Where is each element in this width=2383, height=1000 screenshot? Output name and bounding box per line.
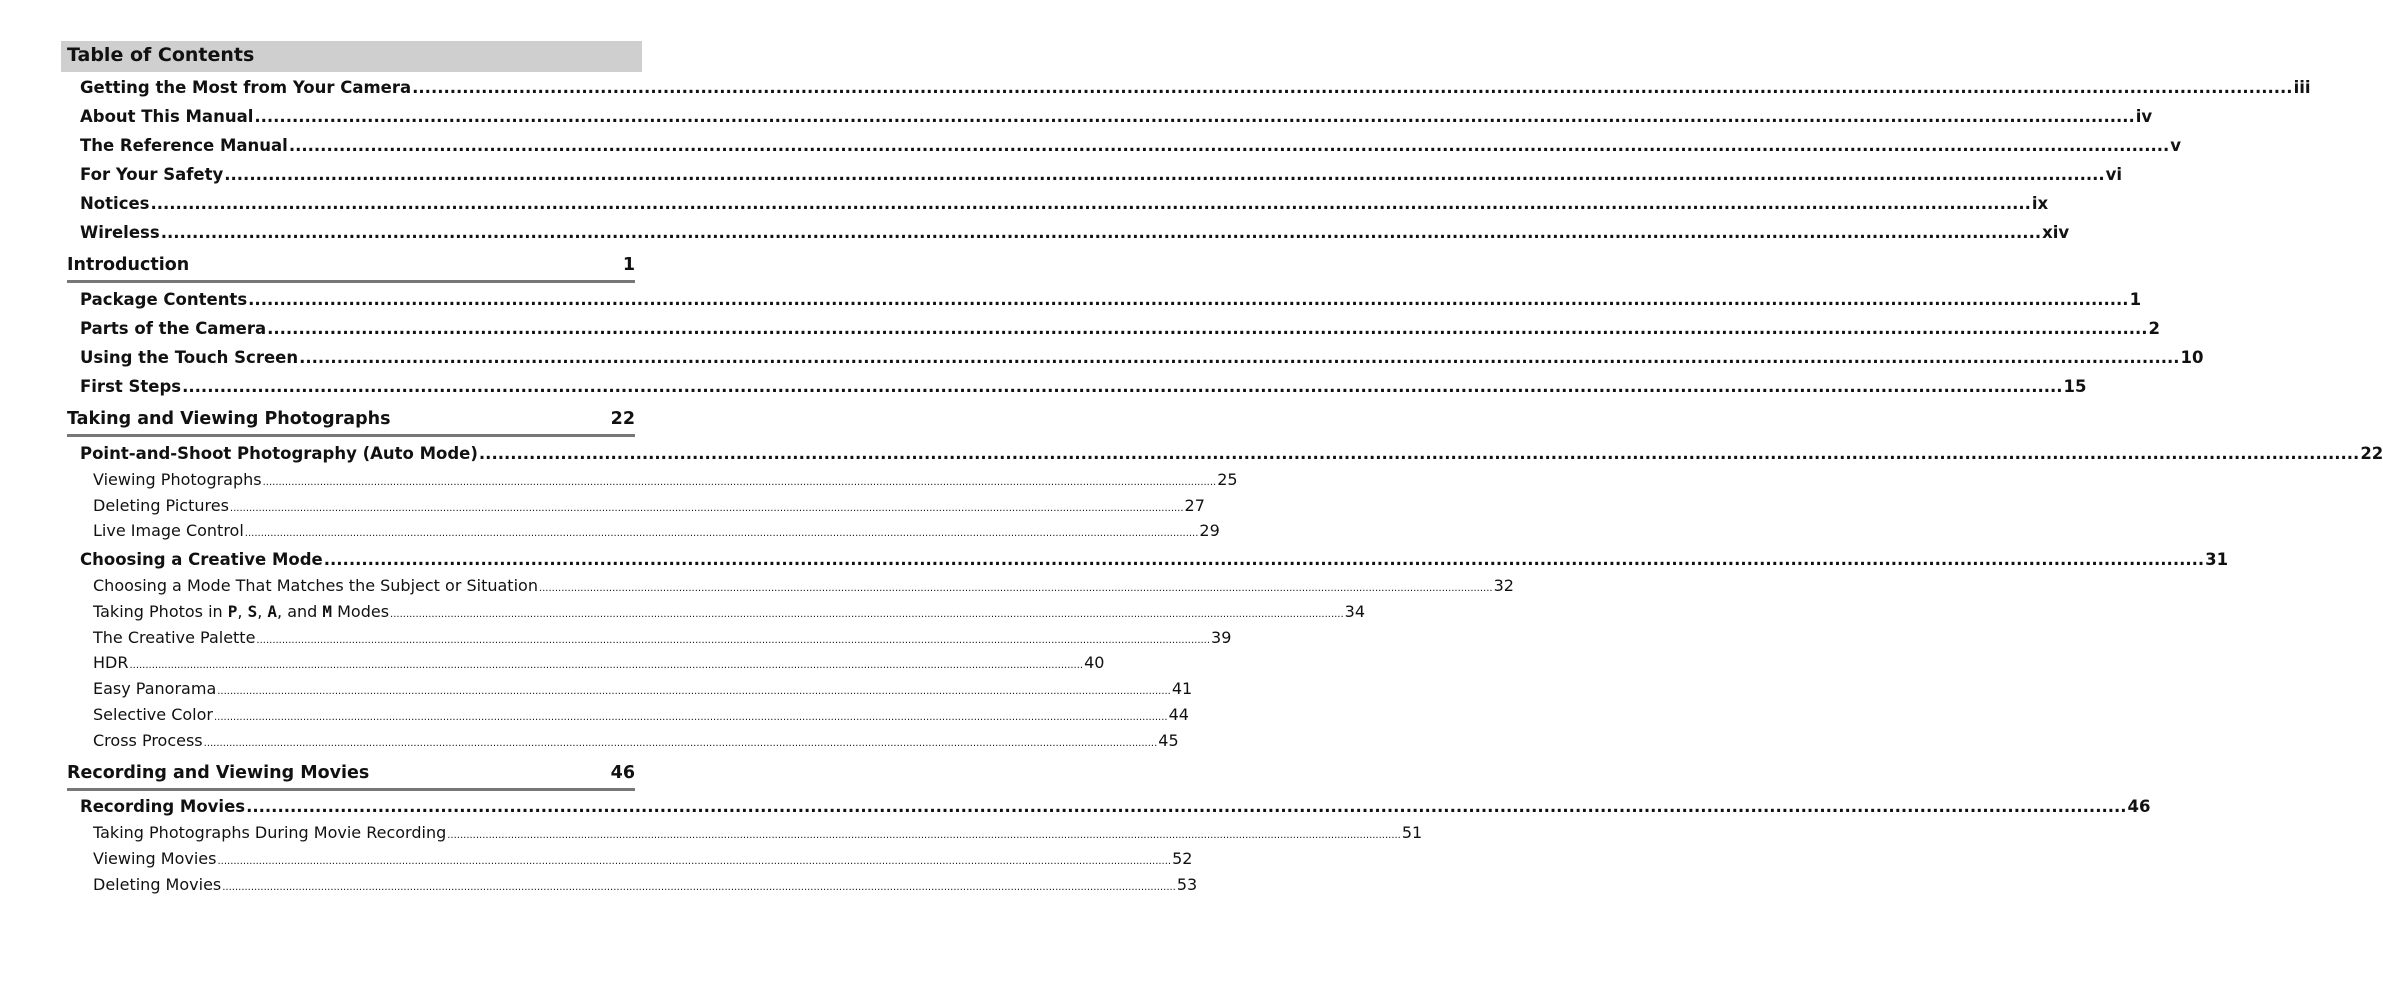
toc-entry-package-contents[interactable] <box>80 290 2142 312</box>
entry-label <box>93 602 389 621</box>
chapter-page: 46 <box>610 763 635 783</box>
dot-leader: ............................................................................................................................................................................................................................................................................................................ <box>323 550 2205 569</box>
label-text: , <box>237 602 248 621</box>
entry-label: Parts of the Camera <box>80 319 267 338</box>
page-title: Table of Contents <box>67 44 255 66</box>
toc-subentry-selective-color[interactable] <box>93 705 1189 727</box>
chapter-rule <box>67 434 635 437</box>
chapter-taking-viewing-photographs[interactable] <box>67 409 635 433</box>
dot-leader: ............................................................................................................................................................................................................................................................................................................ <box>447 830 1401 841</box>
dot-leader: ............................................................................................................................................................................................................................................................................................................ <box>224 165 2105 184</box>
entry-page: iii <box>2293 78 2311 97</box>
entry-label: Viewing Photographs <box>93 470 262 489</box>
entry-page: ix <box>2031 194 2049 213</box>
toc-subentry-viewing-movies[interactable] <box>93 849 1193 871</box>
dot-leader: ............................................................................................................................................................................................................................................................................................................ <box>182 377 2063 396</box>
toc-entry-reference-manual[interactable] <box>80 136 2182 158</box>
toc-subentry-deleting-pictures[interactable] <box>93 496 1205 518</box>
chapter-title: Taking and Viewing Photographs <box>67 409 391 429</box>
entry-label: Deleting Movies <box>93 875 222 894</box>
toc-entry-safety[interactable] <box>80 165 2123 187</box>
dot-leader: ............................................................................................................................................................................................................................................................................................................ <box>262 477 1217 488</box>
label-text: Taking Photos in <box>93 602 228 621</box>
chapter-title: Introduction <box>67 255 190 275</box>
entry-page: 29 <box>1199 521 1220 540</box>
entry-label: Point-and-Shoot Photography (Auto Mode) <box>80 444 478 463</box>
mode-s-glyph: S <box>247 602 258 621</box>
chapter-rule <box>67 788 635 791</box>
entry-label: Viewing Movies <box>93 849 217 868</box>
dot-leader: ............................................................................................................................................................................................................................................................................................................ <box>299 348 2180 367</box>
dot-leader: ............................................................................................................................................................................................................................................................................................................ <box>412 78 2293 97</box>
toc-subentry-easy-panorama[interactable] <box>93 679 1193 701</box>
entry-page: 52 <box>1172 849 1193 868</box>
entry-label: Wireless <box>80 223 160 242</box>
toc-entry-first-steps[interactable] <box>80 377 2087 399</box>
entry-page: 32 <box>1493 576 1514 595</box>
toc-entry-recording-movies[interactable] <box>80 797 2151 819</box>
chapter-page: 1 <box>622 255 635 275</box>
entry-page: 46 <box>2127 797 2151 816</box>
dot-leader: ............................................................................................................................................................................................................................................................................................................ <box>222 882 1176 893</box>
entry-label: Recording Movies <box>80 797 246 816</box>
dot-leader: ............................................................................................................................................................................................................................................................................................................ <box>160 223 2042 242</box>
toc-subentry-psam-modes[interactable] <box>93 602 1366 624</box>
entry-page: 2 <box>2148 319 2161 338</box>
toc-subentry-cross-process[interactable] <box>93 731 1179 753</box>
entry-page: 31 <box>2205 550 2229 569</box>
toc-subentry-live-image-control[interactable] <box>93 521 1220 543</box>
chapter-recording-viewing-movies[interactable] <box>67 763 635 787</box>
entry-page: iv <box>2135 107 2153 126</box>
dot-leader: ............................................................................................................................................................................................................................................................................................................ <box>150 194 2031 213</box>
entry-label: The Creative Palette <box>93 628 256 647</box>
toc-entry-touch-screen[interactable] <box>80 348 2204 370</box>
toc-subentry-hdr[interactable] <box>93 653 1105 675</box>
dot-leader: ............................................................................................................................................................................................................................................................................................................ <box>267 319 2148 338</box>
entry-label: Selective Color <box>93 705 213 724</box>
entry-label: First Steps <box>80 377 182 396</box>
toc-subentry-choosing-mode-subject[interactable] <box>93 576 1514 598</box>
entry-label: Using the Touch Screen <box>80 348 299 367</box>
entry-label: Taking Photographs During Movie Recording <box>93 823 447 842</box>
chapter-rule <box>67 280 635 283</box>
toc-subentry-photos-during-movie[interactable] <box>93 823 1423 845</box>
toc-entry-parts-camera[interactable] <box>80 319 2161 341</box>
toc-entry-wireless[interactable] <box>80 223 2070 245</box>
entry-label: Getting the Most from Your Camera <box>80 78 412 97</box>
toc-entry-notices[interactable] <box>80 194 2049 216</box>
entry-page: 40 <box>1084 653 1105 672</box>
entry-label: The Reference Manual <box>80 136 288 155</box>
dot-leader: ............................................................................................................................................................................................................................................................................................................ <box>246 797 2127 816</box>
toc-entry-getting-most[interactable] <box>80 78 2311 100</box>
label-text: , and <box>277 602 323 621</box>
entry-page: 22 <box>2360 444 2383 463</box>
dot-leader: ............................................................................................................................................................................................................................................................................................................ <box>390 609 1344 620</box>
entry-page: xiv <box>2042 223 2070 242</box>
entry-page: 51 <box>1401 823 1423 842</box>
dot-leader: ............................................................................................................................................................................................................................................................................................................ <box>538 583 1493 594</box>
chapter-introduction[interactable] <box>67 255 635 279</box>
toc-subentry-creative-palette[interactable] <box>93 628 1232 650</box>
dot-leader: ............................................................................................................................................................................................................................................................................................................ <box>244 528 1199 539</box>
entry-page: 41 <box>1171 679 1193 698</box>
entry-page: vi <box>2105 165 2123 184</box>
entry-page: 27 <box>1184 496 1205 515</box>
entry-page: 34 <box>1344 602 1366 621</box>
entry-page: 45 <box>1158 731 1179 750</box>
toc-entry-creative-mode[interactable] <box>80 550 2229 572</box>
toc-entry-about-manual[interactable] <box>80 107 2153 129</box>
chapter-title: Recording and Viewing Movies <box>67 763 370 783</box>
dot-leader: ............................................................................................................................................................................................................................................................................................................ <box>254 107 2135 126</box>
entry-label: Package Contents <box>80 290 248 309</box>
dot-leader: ............................................................................................................................................................................................................................................................................................................ <box>217 686 1171 697</box>
label-text: Modes <box>332 602 390 621</box>
dot-leader: ............................................................................................................................................................................................................................................................................................................ <box>478 444 2360 463</box>
entry-page: 53 <box>1176 875 1198 894</box>
dot-leader: ............................................................................................................................................................................................................................................................................................................ <box>203 738 1158 749</box>
entry-label: Choosing a Mode That Matches the Subject or Situation <box>93 576 538 595</box>
entry-label: Live Image Control <box>93 521 244 540</box>
entry-page: 1 <box>2129 290 2142 309</box>
entry-label: Cross Process <box>93 731 203 750</box>
dot-leader: ............................................................................................................................................................................................................................................................................................................ <box>213 712 1168 723</box>
chapter-page: 22 <box>610 409 635 429</box>
entry-label: Notices <box>80 194 150 213</box>
label-text: , <box>257 602 268 621</box>
toc-header-bar <box>61 41 642 72</box>
entry-label: Deleting Pictures <box>93 496 229 515</box>
toc-subentry-deleting-movies[interactable] <box>93 875 1198 897</box>
dot-leader: ............................................................................................................................................................................................................................................................................................................ <box>217 856 1172 867</box>
toc-entry-point-and-shoot[interactable] <box>80 444 2383 466</box>
entry-label: For Your Safety <box>80 165 224 184</box>
toc-subentry-viewing-photographs[interactable] <box>93 470 1238 492</box>
entry-page: 25 <box>1217 470 1238 489</box>
entry-label: Choosing a Creative Mode <box>80 550 323 569</box>
dot-leader: ............................................................................................................................................................................................................................................................................................................ <box>256 635 1211 646</box>
dot-leader: ............................................................................................................................................................................................................................................................................................................ <box>288 136 2170 155</box>
entry-page: v <box>2170 136 2182 155</box>
entry-label: Easy Panorama <box>93 679 217 698</box>
mode-a-glyph: A <box>267 602 278 621</box>
entry-page: 39 <box>1211 628 1232 647</box>
dot-leader: ............................................................................................................................................................................................................................................................................................................ <box>229 503 1184 514</box>
mode-p-glyph: P <box>227 602 238 621</box>
dot-leader: ............................................................................................................................................................................................................................................................................................................ <box>129 660 1084 671</box>
dot-leader: ............................................................................................................................................................................................................................................................................................................ <box>248 290 2129 309</box>
entry-page: 15 <box>2063 377 2087 396</box>
entry-label: HDR <box>93 653 129 672</box>
mode-m-glyph: M <box>322 602 333 621</box>
entry-page: 44 <box>1168 705 1189 724</box>
entry-label: About This Manual <box>80 107 254 126</box>
entry-page: 10 <box>2180 348 2204 367</box>
